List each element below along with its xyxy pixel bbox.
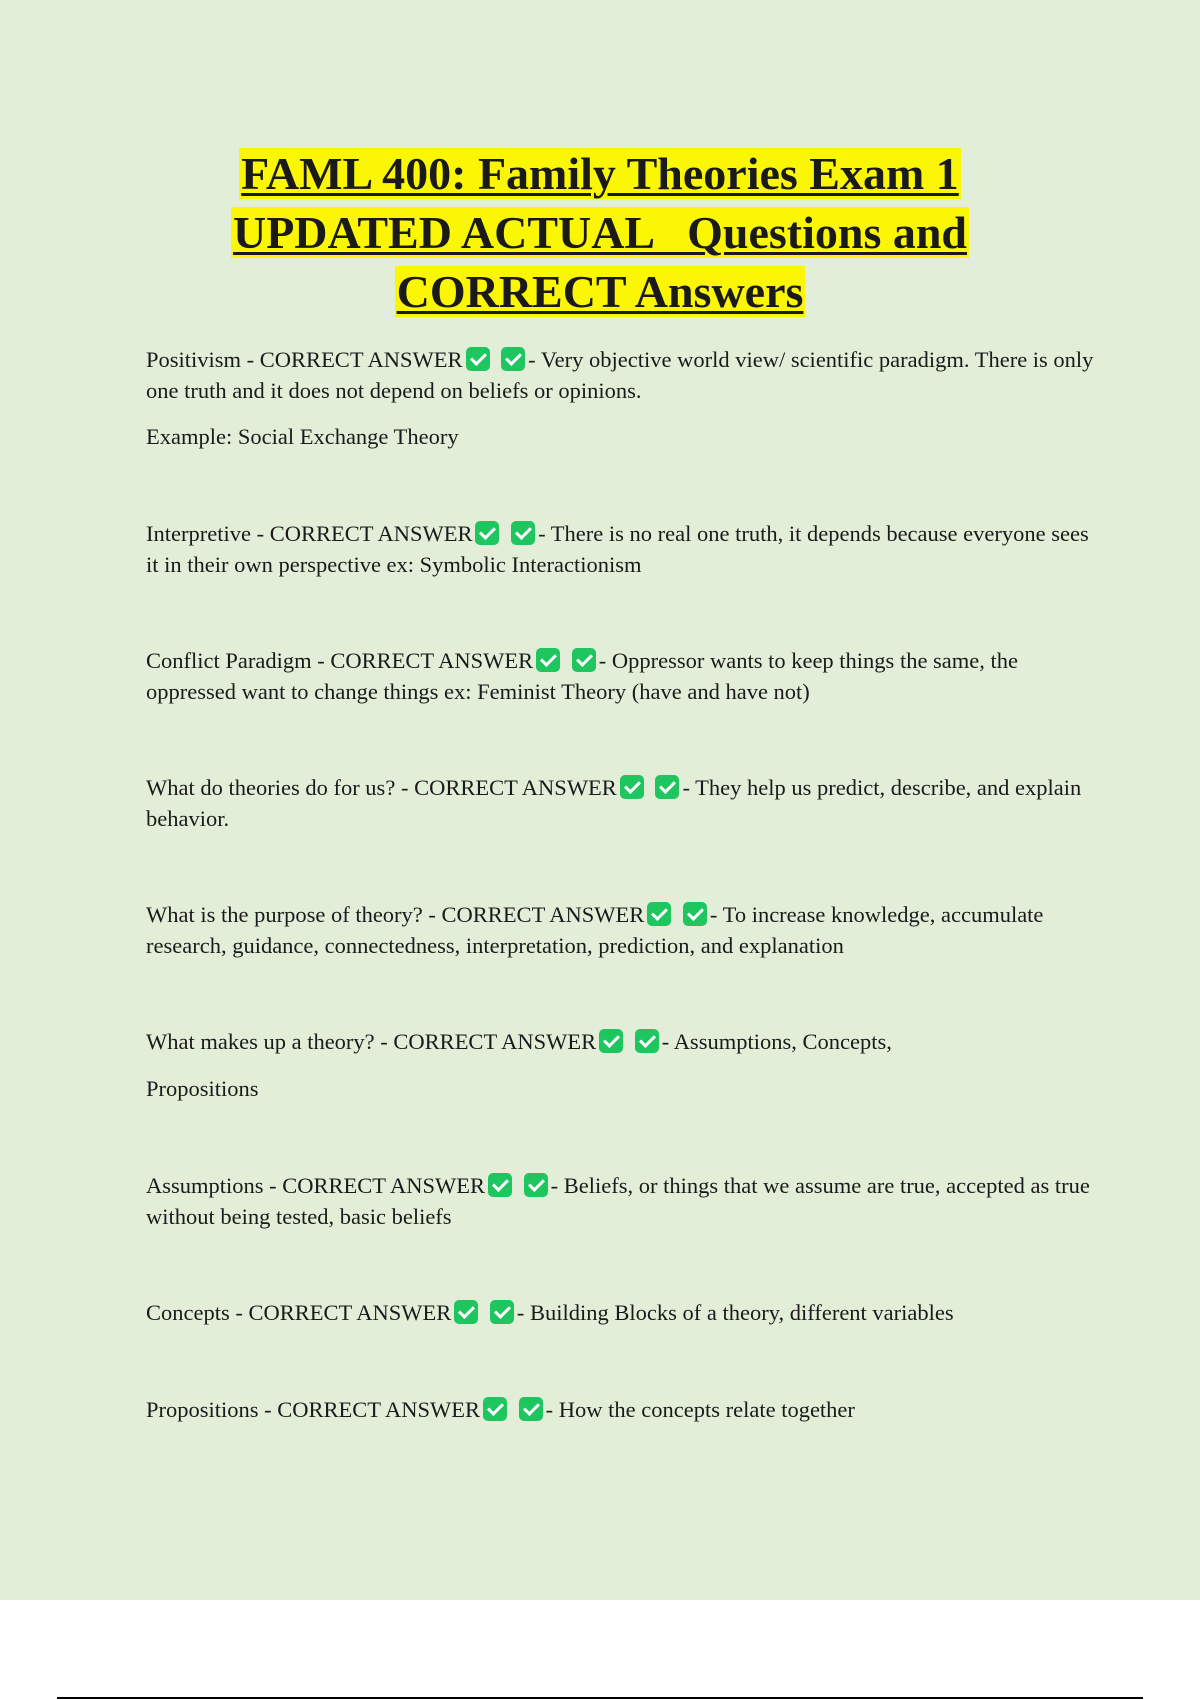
answer-label: CORRECT ANSWER — [393, 1029, 597, 1054]
qa-answer: How the concepts relate together — [558, 1397, 855, 1422]
qa-answer: Building Blocks of a theory, different variables — [530, 1300, 954, 1325]
answer-label: CORRECT ANSWER — [259, 347, 463, 372]
footer-divider — [57, 1697, 1143, 1699]
qa-item-purpose-of-theory: What is the purpose of theory? - CORRECT ANSWER - To increase knowledge, accumulate research, guidance, connectedness, interpretation, prediction, and explanation — [146, 902, 1044, 958]
answer-label: CORRECT ANSWER — [282, 1173, 486, 1198]
qa-answer: Assumptions, Concepts, — [673, 1029, 892, 1054]
check-box-icon — [635, 1029, 659, 1053]
title-line-1: FAML 400: Family Theories Exam 1 — [241, 148, 959, 199]
qa-term: Interpretive — [146, 521, 251, 546]
qa-term: Positivism — [146, 347, 242, 372]
answer-label: CORRECT ANSWER — [330, 648, 534, 673]
qa-answer: Very objective world view/ scientific paradigm. There is only one truth and it does not depend on beliefs or opinions. — [146, 347, 1094, 403]
check-box-icon — [490, 1300, 514, 1324]
qa-term: Concepts — [146, 1300, 230, 1325]
check-box-icon — [488, 1173, 512, 1197]
check-box-icon — [501, 347, 525, 371]
qa-item-makes-up-theory: What makes up a theory? - CORRECT ANSWER - Assumptions, Concepts, — [146, 1029, 892, 1054]
title-line-2: UPDATED ACTUAL Questions and — [232, 207, 968, 258]
qa-item-theories-do: What do theories do for us? - CORRECT ANSWER - They help us predict, describe, and explain behavior. — [146, 775, 1082, 831]
answer-label: CORRECT ANSWER — [441, 902, 645, 927]
qa-term: What makes up a theory? — [146, 1029, 375, 1054]
check-box-icon — [536, 648, 560, 672]
qa-item-propositions: Propositions - CORRECT ANSWER - How the concepts relate together — [146, 1397, 855, 1422]
check-box-icon — [647, 902, 671, 926]
check-box-icon — [519, 1397, 543, 1421]
example-line: Example: Social Exchange Theory — [146, 424, 459, 449]
qa-term: What do theories do for us? — [146, 775, 396, 800]
check-box-icon — [511, 521, 535, 545]
continuation-line: Propositions — [146, 1076, 259, 1101]
qa-answer: They help us predict, describe, and explain behavior. — [146, 775, 1082, 831]
document-title — [100, 144, 1100, 321]
qa-term: What is the purpose of theory? — [146, 902, 423, 927]
check-box-icon — [454, 1300, 478, 1324]
qa-answer: Oppressor wants to keep things the same, the oppressed want to change things ex: Feminist Theory (have and have not) — [146, 648, 1019, 704]
check-box-icon — [599, 1029, 623, 1053]
check-box-icon — [524, 1173, 548, 1197]
qa-answer: To increase knowledge, accumulate research, guidance, connectedness, interpretation, prediction, and explanation — [146, 902, 1044, 958]
qa-answer: Beliefs, or things that we assume are true, accepted as true without being tested, basic beliefs — [146, 1173, 1090, 1229]
title-line-3: CORRECT Answers — [396, 266, 804, 317]
check-box-icon — [483, 1397, 507, 1421]
check-box-icon — [655, 775, 679, 799]
check-box-icon — [572, 648, 596, 672]
qa-item-concepts: Concepts - CORRECT ANSWER - Building Blocks of a theory, different variables — [146, 1300, 954, 1325]
qa-item-positivism: Positivism - CORRECT ANSWER - Very objective world view/ scientific paradigm. There is only one truth and it does not depend on beliefs or opinions. — [146, 347, 1094, 403]
qa-term: Assumptions — [146, 1173, 264, 1198]
check-box-icon — [683, 902, 707, 926]
qa-term: Conflict Paradigm — [146, 648, 312, 673]
answer-label: CORRECT ANSWER — [269, 521, 473, 546]
qa-answer: There is no real one truth, it depends because everyone sees it in their own perspective ex: Symbolic Interactionism — [146, 521, 1089, 577]
qa-item-assumptions: Assumptions - CORRECT ANSWER - Beliefs, or things that we assume are true, accepted as true without being tested, basic beliefs — [146, 1173, 1090, 1229]
check-box-icon — [466, 347, 490, 371]
check-box-icon — [620, 775, 644, 799]
check-box-icon — [475, 521, 499, 545]
answer-label: CORRECT ANSWER — [248, 1300, 452, 1325]
qa-term: Propositions — [146, 1397, 259, 1422]
qa-item-conflict-paradigm: Conflict Paradigm - CORRECT ANSWER - Oppressor wants to keep things the same, the oppressed want to change things ex: Feminist Theory (have and have not) — [146, 648, 1019, 704]
qa-item-interpretive: Interpretive - CORRECT ANSWER - There is no real one truth, it depends because everyone sees it in their own perspective ex: Symbolic Interactionism — [146, 521, 1089, 577]
answer-label: CORRECT ANSWER — [277, 1397, 481, 1422]
answer-label: CORRECT ANSWER — [414, 775, 617, 800]
